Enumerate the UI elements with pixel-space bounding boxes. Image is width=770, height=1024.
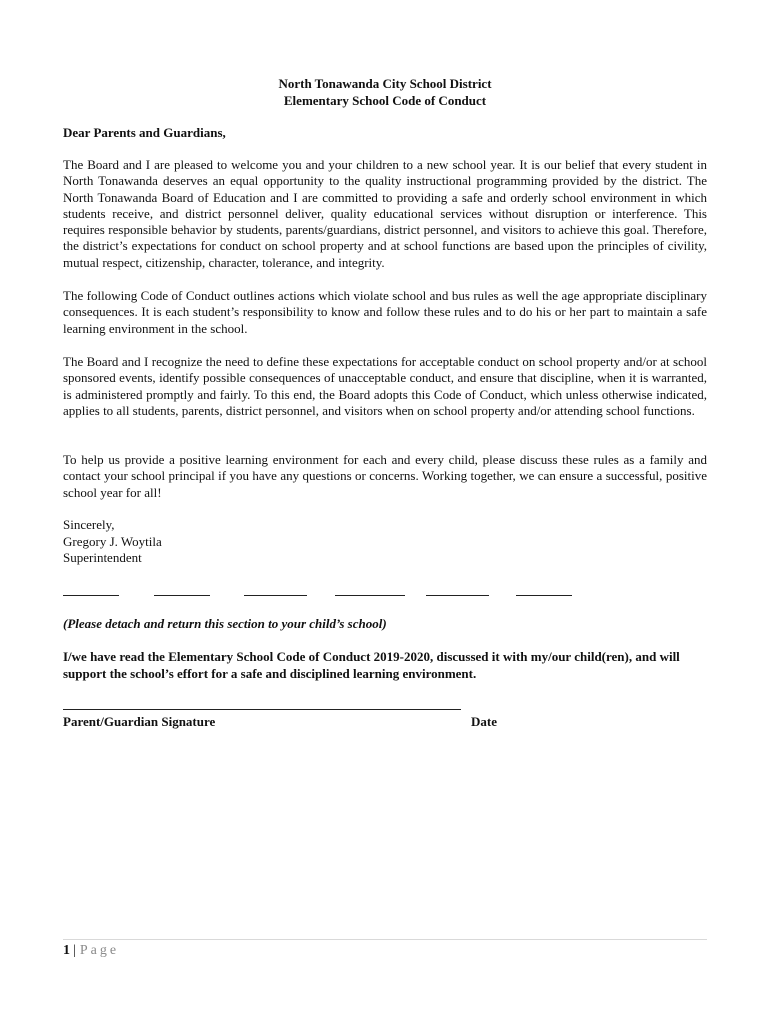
cut-dash [335, 595, 405, 596]
salutation: Dear Parents and Guardians, [63, 125, 226, 140]
page-footer [63, 943, 119, 959]
acknowledgement-statement: I/we have read the Elementary School Code of Conduct 2019-2020, discussed it with my/our child(ren), and will support the school’s effort for a safe and disciplined learning environment. [63, 649, 680, 681]
document-title [63, 76, 707, 109]
cut-dash [154, 595, 210, 596]
signature-label: Parent/Guardian Signature [63, 714, 216, 729]
valediction: Sincerely, [63, 517, 115, 532]
paragraph-code-outline: The following Code of Conduct outlines actions which violate school and bus rules as well the age appropriate disciplinary consequences. It is each student’s responsibility to know and follow these rules and to do his or her part to maintain a safe learning environment in the school. [63, 288, 707, 336]
district-name: North Tonawanda City School District [278, 76, 492, 91]
detach-note: (Please detach and return this section to your child’s school) [63, 616, 387, 631]
paragraph-family-discussion: To help us provide a positive learning environment for each and every child, please discuss these rules as a family and contact your school principal if you have any questions or concerns. Working together, we can ensure a successful, positive school year for all! [63, 452, 707, 500]
letter-closing [63, 517, 162, 567]
detach-cut-line [0, 585, 770, 599]
paragraph-expectations: The Board and I recognize the need to define these expectations for acceptable conduct on school property and/or at school sponsored events, identify possible consequences of unacceptable conduct, and ensure that discipline, when it is warranted, is administered promptly and fairly. To this end, the Board adopts this Code of Conduct, which unless otherwise indicated, applies to all students, parents, district personnel, and visitors when on school property and/or attending school functions. [63, 354, 707, 418]
page-word: Page [79, 943, 120, 958]
document-subtitle: Elementary School Code of Conduct [283, 92, 487, 108]
footer-divider [63, 939, 707, 940]
cut-dash [516, 595, 572, 596]
page-number: 1 [63, 943, 70, 958]
cut-dash [426, 595, 489, 596]
signature-line[interactable] [63, 709, 461, 710]
cut-dash [63, 595, 119, 596]
footer-separator: | [73, 943, 76, 958]
paragraph-welcome: The Board and I are pleased to welcome you and your children to a new school year. It is our belief that every student in North Tonawanda deserves an equal opportunity to the quality instructional programming provided by the district. The North Tonawanda Board of Education and I are committed to providing a safe and orderly school environment in which students receive, and district personnel deliver, quality educational services without disruption or interference. This requires responsible behavior by students, parents/guardians, district personnel, and visitors to achieve this goal. Therefore, the district’s expectations for conduct on school property and at school functions are based upon the principles of civility, mutual respect, citizenship, character, tolerance, and integrity. [63, 157, 707, 270]
signatory-role: Superintendent [63, 550, 142, 565]
date-label: Date [471, 714, 497, 729]
signatory-name: Gregory J. Woytila [63, 533, 162, 549]
cut-dash [244, 595, 307, 596]
